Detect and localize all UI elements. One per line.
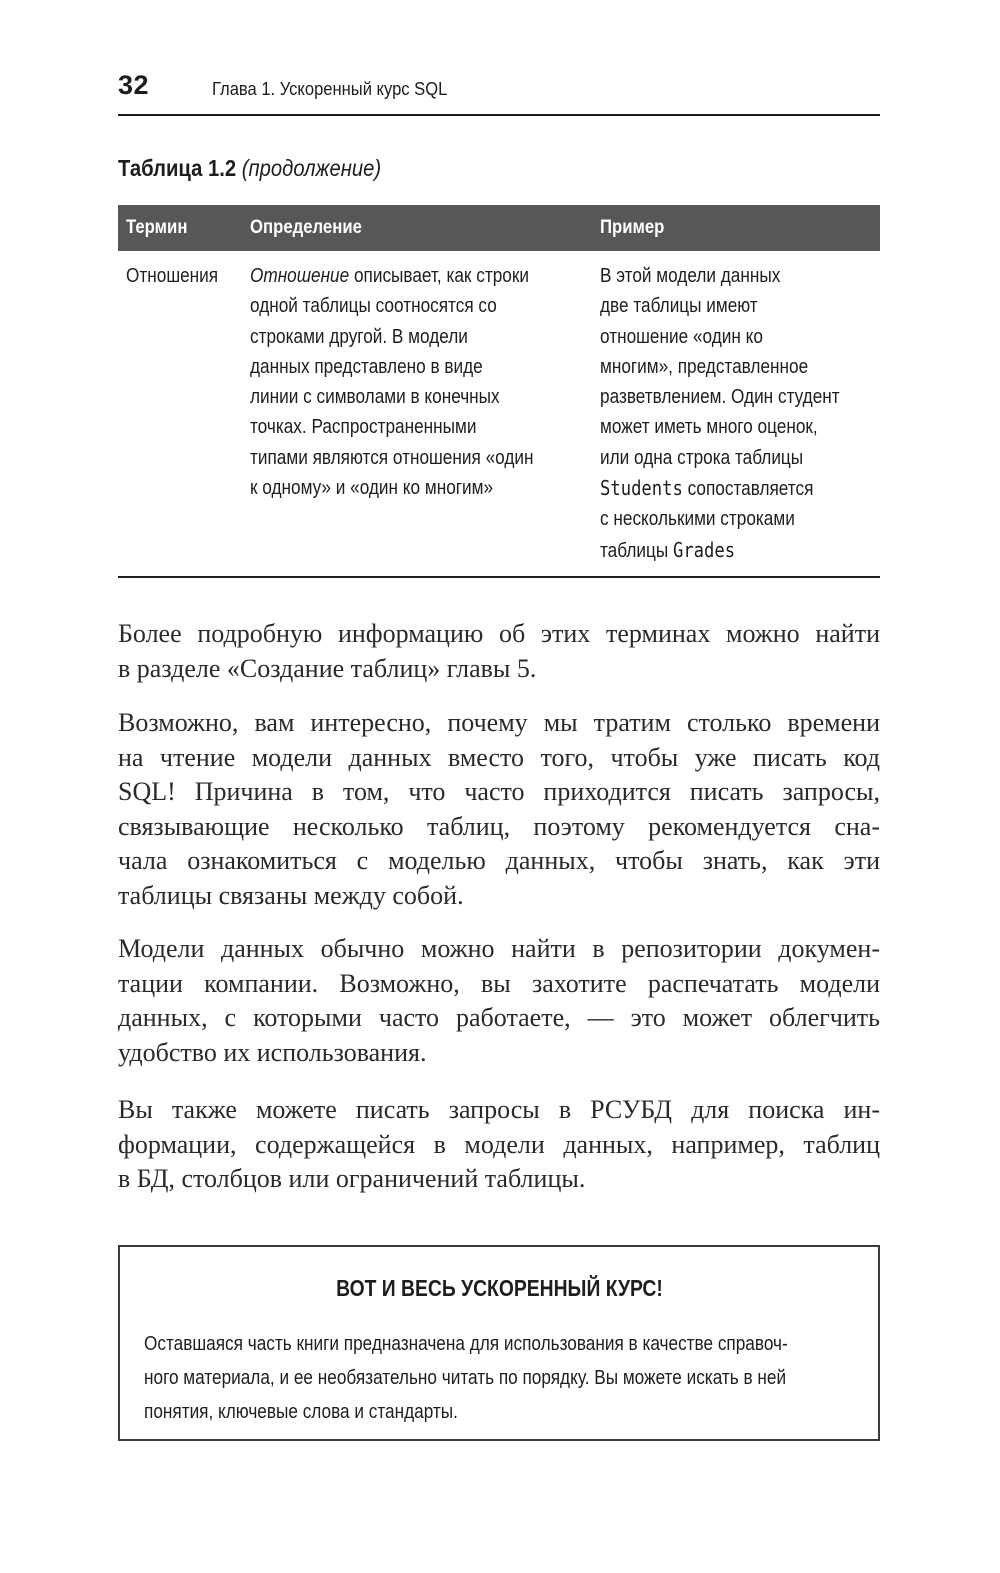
column-header-term: Термин bbox=[118, 205, 242, 251]
paragraph bbox=[118, 706, 880, 913]
definition-line: одной таблицы соотносятся со bbox=[250, 295, 497, 318]
example-line: таблицы Grades bbox=[600, 537, 736, 562]
definition-line: точках. Распространенными bbox=[250, 416, 477, 439]
callout-title: ВОТ И ВЕСЬ УСКОРЕННЫЙ КУРС! bbox=[335, 1275, 663, 1301]
running-header bbox=[118, 68, 880, 116]
definition-line: Отношение описывает, как строки bbox=[250, 265, 529, 287]
table-row bbox=[118, 251, 880, 577]
table-header-row bbox=[118, 205, 880, 251]
example-line: или одна строка таблицы bbox=[600, 446, 804, 469]
definition-cell bbox=[242, 251, 592, 577]
paragraph-line: Возможно, вам интересно, почему мы тратим столько времени bbox=[118, 708, 880, 737]
terms-table bbox=[118, 205, 880, 578]
example-line: с несколькими строками bbox=[600, 508, 795, 531]
example-line: две таблицы имеют bbox=[600, 295, 758, 318]
paragraph bbox=[118, 932, 880, 1070]
paragraph-line: формации, содержащейся в модели данных, например, таблиц bbox=[118, 1129, 880, 1159]
example-line: многим», представленное bbox=[600, 355, 809, 378]
paragraph-line: SQL! Причина в том, что часто приходится писать запросы, bbox=[118, 777, 880, 806]
definition-line: данных представлено в виде bbox=[250, 355, 483, 378]
term-text: Отношения bbox=[126, 265, 219, 287]
definition-line: типами являются отношения «один bbox=[250, 446, 534, 469]
paragraph-line: Более подробную информацию об этих терминах можно найти bbox=[118, 619, 880, 648]
chapter-title: Глава 1. Ускоренный курс SQL bbox=[212, 79, 448, 99]
table-caption-label: Таблица 1.2 bbox=[118, 155, 237, 181]
example-text bbox=[600, 261, 840, 566]
paragraph-line: в БД, столбцов или ограничений таблицы. bbox=[118, 1164, 586, 1193]
table-caption-note: (продолжение) bbox=[241, 155, 382, 181]
paragraph bbox=[118, 617, 880, 686]
page-number: 32 bbox=[118, 70, 150, 100]
definition-text bbox=[250, 261, 533, 503]
callout-box bbox=[118, 1245, 880, 1441]
callout-line: понятия, ключевые слова и стандарты. bbox=[144, 1401, 458, 1423]
paragraph-line: тации компании. Возможно, вы захотите распечатать модели bbox=[118, 968, 880, 998]
callout-body bbox=[144, 1327, 856, 1429]
paragraph-line: данных, с которыми часто работаете, — это может облегчить bbox=[118, 1003, 880, 1032]
paragraph-line: Вы также можете писать запросы в РСУБД для поиска ин- bbox=[118, 1095, 880, 1124]
paragraph-line: таблицы связаны между собой. bbox=[118, 880, 464, 910]
definition-term-italic: Отношение bbox=[250, 265, 350, 287]
paragraph-line: чала ознакомиться с моделью данных, чтобы знать, как эти bbox=[118, 846, 880, 875]
paragraph-line: удобство их использования. bbox=[118, 1037, 427, 1067]
paragraph bbox=[118, 1093, 880, 1197]
code-students: Students bbox=[600, 476, 683, 501]
column-header-example: Пример bbox=[592, 205, 880, 251]
example-line: разветвлением. Один студент bbox=[600, 386, 840, 409]
paragraph-line: связывающие несколько таблиц, поэтому рекомендуется сна- bbox=[118, 811, 880, 841]
example-cell bbox=[592, 251, 880, 577]
code-grades: Grades bbox=[672, 537, 736, 562]
example-line: отношение «один ко bbox=[600, 325, 763, 348]
definition-line: к одному» и «один ко многим» bbox=[250, 477, 494, 500]
paragraph-line: в разделе «Создание таблиц» главы 5. bbox=[118, 653, 537, 683]
example-line: может иметь много оценок, bbox=[600, 416, 818, 439]
table-caption bbox=[118, 155, 381, 182]
example-line: Students сопоставляется bbox=[600, 476, 814, 501]
paragraph-line: Модели данных обычно можно найти в репозитории докумен- bbox=[118, 934, 880, 963]
paragraph-line: на чтение модели данных вместо того, чтобы уже писать код bbox=[118, 742, 880, 772]
callout-line: ного материала, и ее необязательно читать по порядку. Вы можете искать в ней bbox=[144, 1367, 787, 1389]
example-line: В этой модели данных bbox=[600, 265, 781, 287]
definition-line: строками другой. В модели bbox=[250, 325, 468, 348]
column-header-definition: Определение bbox=[242, 205, 592, 251]
term-cell bbox=[118, 251, 242, 577]
definition-line: линии с символами в конечных bbox=[250, 386, 500, 409]
callout-line: Оставшаяся часть книги предназначена для использования в качестве справоч- bbox=[144, 1333, 788, 1355]
